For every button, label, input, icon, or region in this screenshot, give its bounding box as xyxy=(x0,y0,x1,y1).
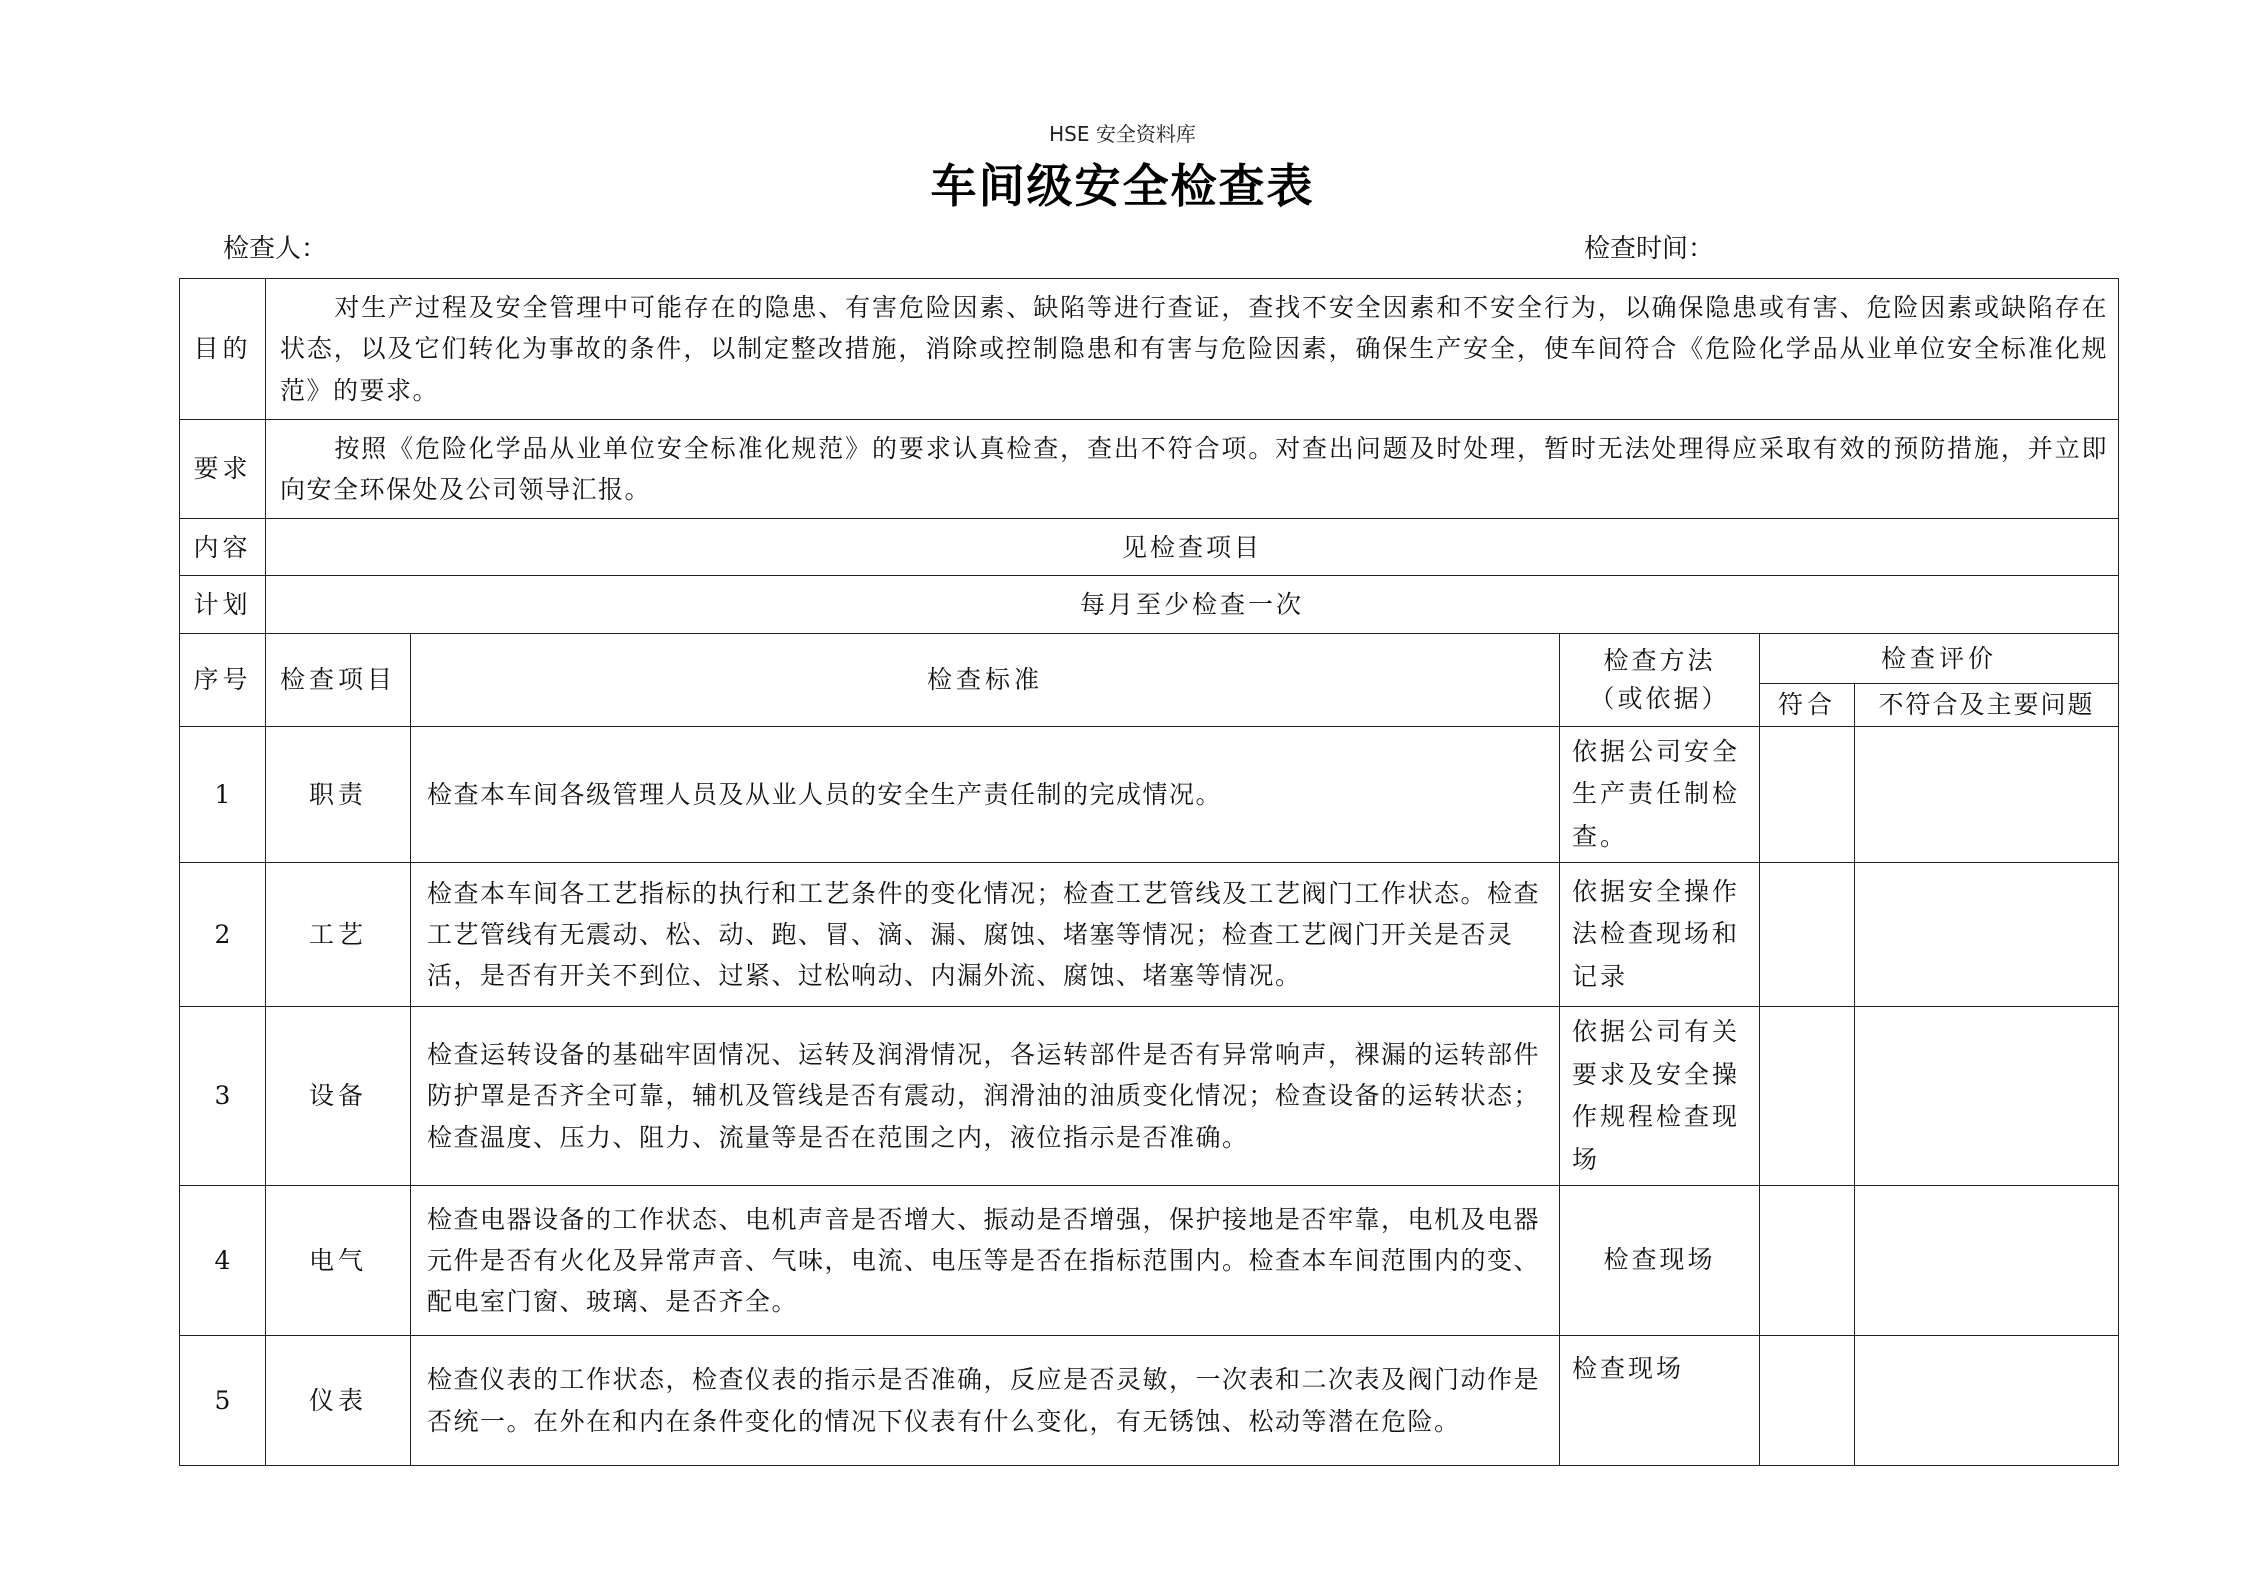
row-method: 检查现场 xyxy=(1560,1186,1760,1336)
header-method-line1: 检查方法 xyxy=(1603,646,1716,676)
row-item: 电气 xyxy=(266,1186,411,1336)
row-conform-cell[interactable] xyxy=(1760,726,1855,863)
plan-label: 计划 xyxy=(180,576,266,634)
header-method xyxy=(1560,634,1760,726)
header-conform: 符合 xyxy=(1760,684,1855,726)
requirement-label: 要求 xyxy=(180,419,266,519)
row-standard: 检查本车间各工艺指标的执行和工艺条件的变化情况；检查工艺管线及工艺阀门工作状态。检查工艺管线有无震动、松、动、跑、冒、滴、漏、腐蚀、堵塞等情况；检查工艺阀门开关是否灵活，是否有开关不到位、过紧、过松响动、内漏外流、腐蚀、堵塞等情况。 xyxy=(411,863,1560,1007)
row-standard: 检查本车间各级管理人员及从业人员的安全生产责任制的完成情况。 xyxy=(411,726,1560,863)
row-index: 4 xyxy=(180,1186,266,1336)
content-text: 见检查项目 xyxy=(266,519,2119,576)
row-item: 仪表 xyxy=(266,1336,411,1466)
table-row xyxy=(180,863,2119,1007)
requirement-row xyxy=(180,419,2119,519)
inspection-table xyxy=(179,278,2119,1466)
table-row xyxy=(180,1336,2119,1466)
inspector-label: 检查人： xyxy=(223,234,328,264)
header-index: 序号 xyxy=(180,634,266,726)
requirement-text: 按照《危险化学品从业单位安全标准化规范》的要求认真检查，查出不符合项。对查出问题及时处理，暂时无法处理得应采取有效的预防措施，并立即向安全环保处及公司领导汇报。 xyxy=(280,433,2109,504)
header-nonconform: 不符合及主要问题 xyxy=(1855,684,2119,726)
row-standard: 检查仪表的工作状态，检查仪表的指示是否准确，反应是否灵敏，一次表和二次表及阀门动作是否统一。在外在和内在条件变化的情况下仪表有什么变化，有无锈蚀、松动等潜在危险。 xyxy=(411,1336,1560,1466)
row-conform-cell[interactable] xyxy=(1760,1336,1855,1466)
row-conform-cell[interactable] xyxy=(1760,1186,1855,1336)
plan-row xyxy=(180,576,2119,634)
row-conform-cell[interactable] xyxy=(1760,1007,1855,1186)
table-row xyxy=(180,726,2119,863)
header-evaluation: 检查评价 xyxy=(1760,634,2119,684)
row-index: 2 xyxy=(180,863,266,1007)
row-conform-cell[interactable] xyxy=(1760,863,1855,1007)
row-standard: 检查电器设备的工作状态、电机声音是否增大、振动是否增强，保护接地是否牢靠，电机及电器元件是否有火化及异常声音、气味，电流、电压等是否在指标范围内。检查本车间范围内的变、配电室门窗、玻璃、是否齐全。 xyxy=(411,1186,1560,1336)
table-row xyxy=(180,1186,2119,1336)
row-issues-cell[interactable] xyxy=(1855,863,2119,1007)
purpose-row xyxy=(180,279,2119,420)
header-item: 检查项目 xyxy=(266,634,411,726)
purpose-text-cell xyxy=(266,279,2119,420)
content-label: 内容 xyxy=(180,519,266,576)
row-method: 依据公司有关要求及安全操作规程检查现场 xyxy=(1560,1007,1760,1186)
row-method: 依据公司安全生产责任制检查。 xyxy=(1560,726,1760,863)
row-index: 3 xyxy=(180,1007,266,1186)
row-issues-cell[interactable] xyxy=(1855,726,2119,863)
row-issues-cell[interactable] xyxy=(1855,1336,2119,1466)
row-item: 工艺 xyxy=(266,863,411,1007)
purpose-text: 对生产过程及安全管理中可能存在的隐患、有害危险因素、缺陷等进行查证，查找不安全因素和不安全行为，以确保隐患或有害、危险因素或缺陷存在状态，以及它们转化为事故的条件，以制定整改措施，消除或控制隐患和有害与危险因素，确保生产安全，使车间符合《危险化学品从业单位安全标准化规范》的要求。 xyxy=(280,293,2109,405)
header-standard: 检查标准 xyxy=(411,634,1560,726)
requirement-text-cell xyxy=(266,419,2119,519)
inspection-time-label: 检查时间： xyxy=(1584,234,1715,264)
page-title: 车间级安全检查表 xyxy=(930,159,1315,213)
row-index: 5 xyxy=(180,1336,266,1466)
row-item: 职责 xyxy=(266,726,411,863)
library-header: HSE 安全资料库 xyxy=(1049,122,1196,146)
table-header-row xyxy=(180,634,2119,684)
table-row xyxy=(180,1007,2119,1186)
content-row xyxy=(180,519,2119,576)
purpose-label: 目的 xyxy=(180,279,266,420)
row-standard: 检查运转设备的基础牢固情况、运转及润滑情况，各运转部件是否有异常响声，裸漏的运转部件防护罩是否齐全可靠，辅机及管线是否有震动，润滑油的油质变化情况；检查设备的运转状态；检查温度、压力、阻力、流量等是否在范围之内，液位指示是否准确。 xyxy=(411,1007,1560,1186)
plan-text: 每月至少检查一次 xyxy=(266,576,2119,634)
row-item: 设备 xyxy=(266,1007,411,1186)
row-index: 1 xyxy=(180,726,266,863)
row-method: 检查现场 xyxy=(1560,1336,1760,1466)
row-method: 依据安全操作法检查现场和记录 xyxy=(1560,863,1760,1007)
header-method-line2: （或依据） xyxy=(1589,683,1730,713)
row-issues-cell[interactable] xyxy=(1855,1186,2119,1336)
row-issues-cell[interactable] xyxy=(1855,1007,2119,1186)
